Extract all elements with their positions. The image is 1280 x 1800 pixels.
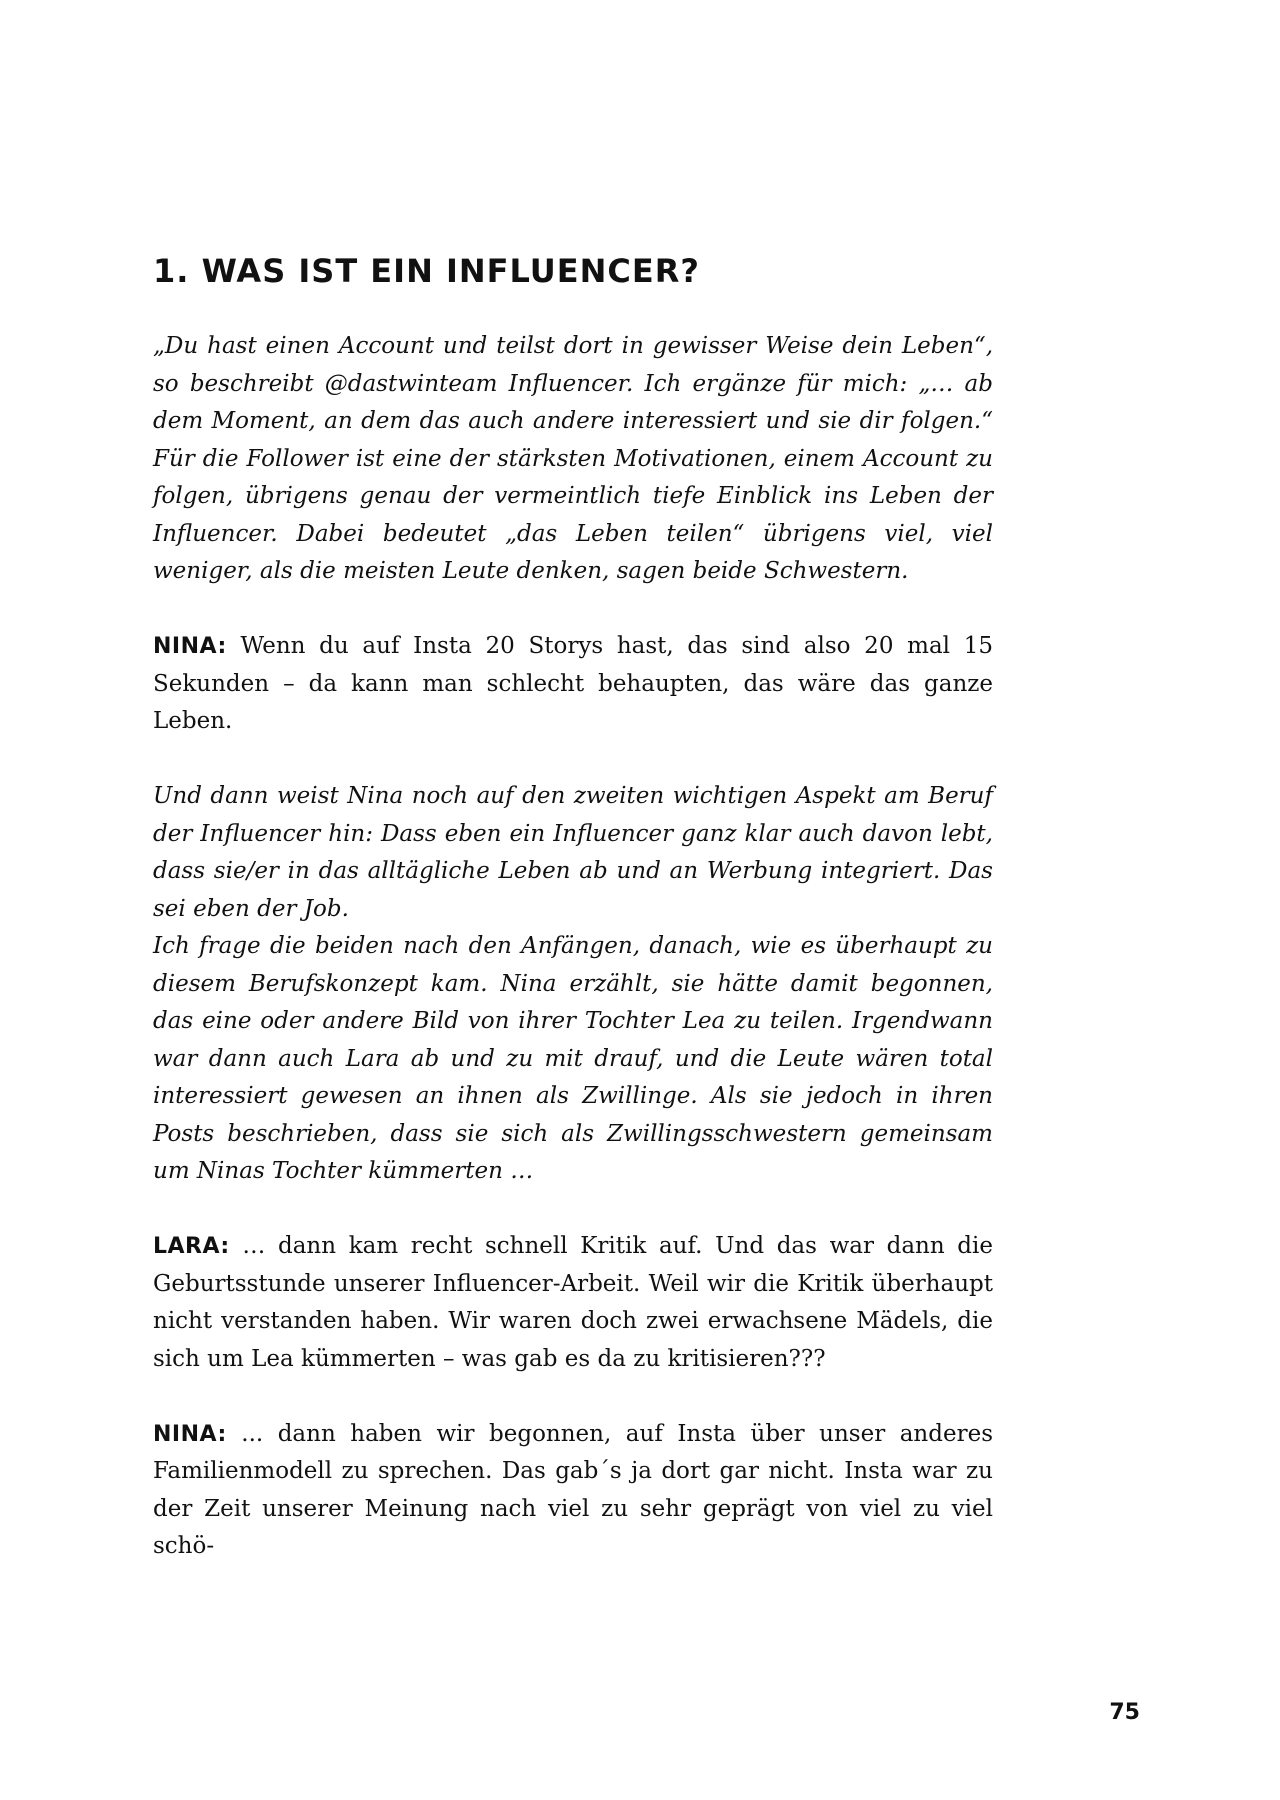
paragraph-gap [153,1378,993,1416]
dialogue-paragraph [153,1416,993,1566]
paragraph-gap [153,741,993,779]
paragraph-gap [153,591,993,629]
speaker-label: NINA: [153,634,227,659]
paragraph-gap [153,1191,993,1229]
page-number: 75 [1109,1700,1140,1725]
dialogue-paragraph [153,628,993,741]
speaker-label: LARA: [153,1234,230,1259]
dialogue-text: … dann kam recht schnell Kritik auf. Und das war dann die Geburtsstunde unserer Influencer-Arbeit. Weil wir die Kritik überhaupt nicht verstanden haben. Wir waren doch zwei erwachsene Mädels, die sich um Lea kümmerten – was gab es da zu kritisieren??? [153,1233,993,1372]
dialogue-paragraph [153,1228,993,1378]
narrative-paragraph: Und dann weist Nina noch auf den zweiten wichtigen Aspekt am Beruf der Influencer hin: Dass eben ein Influencer ganz klar auch davon lebt, dass sie/er in das alltägliche Leben ab und an Werbung integriert. Das sei eben der Job. [153,783,993,922]
speaker-label: NINA: [153,1421,227,1447]
dialogue-text: Wenn du auf Insta 20 Storys hast, das sind also 20 mal 15 Sekunden – da kann man schlecht behaupten, das wäre das ganze Leben. [153,633,994,734]
chapter-heading: 1. WAS IST EIN INFLUENCER? [153,252,700,290]
narrative-paragraph: Ich frage die beiden nach den Anfängen, danach, wie es überhaupt zu diesem Berufskonzept kam. Nina erzählt, sie hätte damit begonnen, das eine oder andere Bild von ihrer Tochter Lea zu teilen. Irgendwann war dann auch Lara ab und zu mit drauf, und die Leute wären total interessiert gewesen an ihnen als Zwillinge. Als sie jedoch in ihren Posts beschrieben, dass sie sich als Zwillingsschwestern gemeinsam um Ninas Tochter kümmerten … [153,933,993,1184]
body-text [153,328,993,1566]
dialogue-text: ... dann haben wir begonnen, auf Insta über unser anderes Familienmodell zu sprechen. Das gab´s ja dort gar nicht. Insta war zu der Zeit unserer Meinung nach viel zu sehr geprägt von viel zu viel schö- [153,1420,993,1559]
narrative-paragraph: „Du hast einen Account und teilst dort in gewisser Weise dein Leben“, so beschreibt @dastwinteam Influencer. Ich ergänze für mich: „… ab dem Moment, an dem das auch andere interessiert und sie dir folgen.“ Für die Follower ist eine der stärksten Motivationen, einem Account zu folgen, übrigens genau der vermeintlich tiefe Einblick ins Leben der Influencer. Dabei bedeutet „das Leben teilen“ übrigens viel, viel weniger, als die meisten Leute denken, sagen beide Schwestern. [153,333,993,584]
